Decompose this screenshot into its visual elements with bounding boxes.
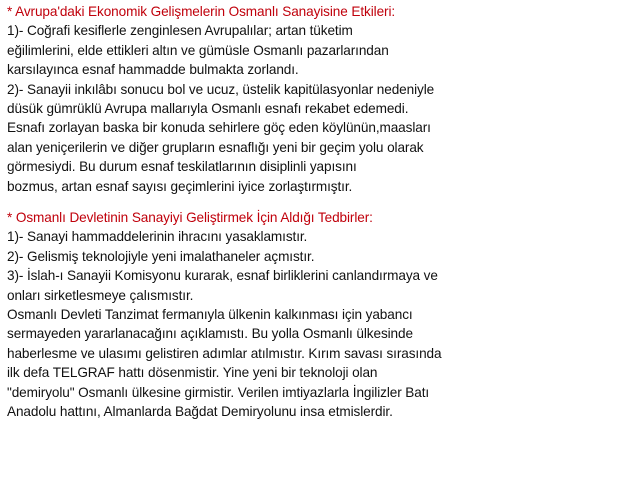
section2-line: sermayeden yararlanacağını açıklamıstı. Bu yolla Osmanlı ülkesinde [7,326,413,342]
section1-line: eğilimlerini, elde ettikleri altın ve gümüsle Osmanlı pazarlarından [7,42,389,58]
section1-heading: * Avrupa'daki Ekonomik Gelişmelerin Osmanlı Sanayisine Etkileri: [7,4,396,19]
section1-line: alan yeniçerilerin ve diğer grupların esnaflığı yeni bir geçim yolu olarak [7,139,424,155]
section1-line: karsılayınca esnaf hammadde bulmakta zorlandı. [7,62,299,78]
section1-line: 1)- Coğrafi kesiflerle zenginlesen Avrupalılar; artan tüketim [7,23,353,39]
section2-line: Anadolu hattını, Almanlarda Bağdat Demiryolunu insa etmislerdir. [7,404,393,420]
section2-line: 3)- İslah-ı Sanayii Komisyonu kurarak, esnaf birliklerini canlandırmaya ve [7,268,438,284]
section1-line: 2)- Sanayii inkılâbı sonucu bol ve ucuz, üstelik kapitülasyonlar nedeniyle [7,81,435,97]
section2-line: onları sirketlesmeye çalısmıstır. [7,287,194,303]
section2-line: 2)- Gelismiş teknolojiyle yeni imalathaneler açmıstır. [7,248,315,264]
section2-line: 1)- Sanayi hammaddelerinin ihracını yasaklamıstır. [7,229,308,245]
section2-line: ilk defa TELGRAF hattı dösenmistir. Yine yeni bir teknoloji olan [7,365,378,381]
section2-line: Osmanlı Devleti Tanzimat fermanıyla ülkenin kalkınması için yabancı [7,307,413,323]
section1-line: görmesiydi. Bu durum esnaf teskilatlarının disiplinli yapısını [7,159,357,175]
section-economic-effects [7,2,633,196]
section2-heading: * Osmanlı Devletinin Sanayiyi Geliştirmek İçin Aldığı Tedbirler: [7,210,373,225]
section2-line: haberlesme ve ulasımı gelistiren adımlar atılmıstır. Kırım savası sırasında [7,345,442,361]
section1-line: düsük gümrüklü Avrupa mallarıyla Osmanlı esnafı rekabet edemedi. [7,101,409,117]
section1-line: Esnafı zorlayan baska bir konuda sehirlere göç eden köylünün,maasları [7,120,431,136]
section-measures [7,208,633,421]
section1-line: bozmus, artan esnaf sayısı geçimlerini iyice zorlaştırmıştır. [7,178,353,194]
section2-line: "demiryolu" Osmanlı ülkesine girmistir. Verilen imtiyazlarla İngilizler Batı [7,384,430,400]
